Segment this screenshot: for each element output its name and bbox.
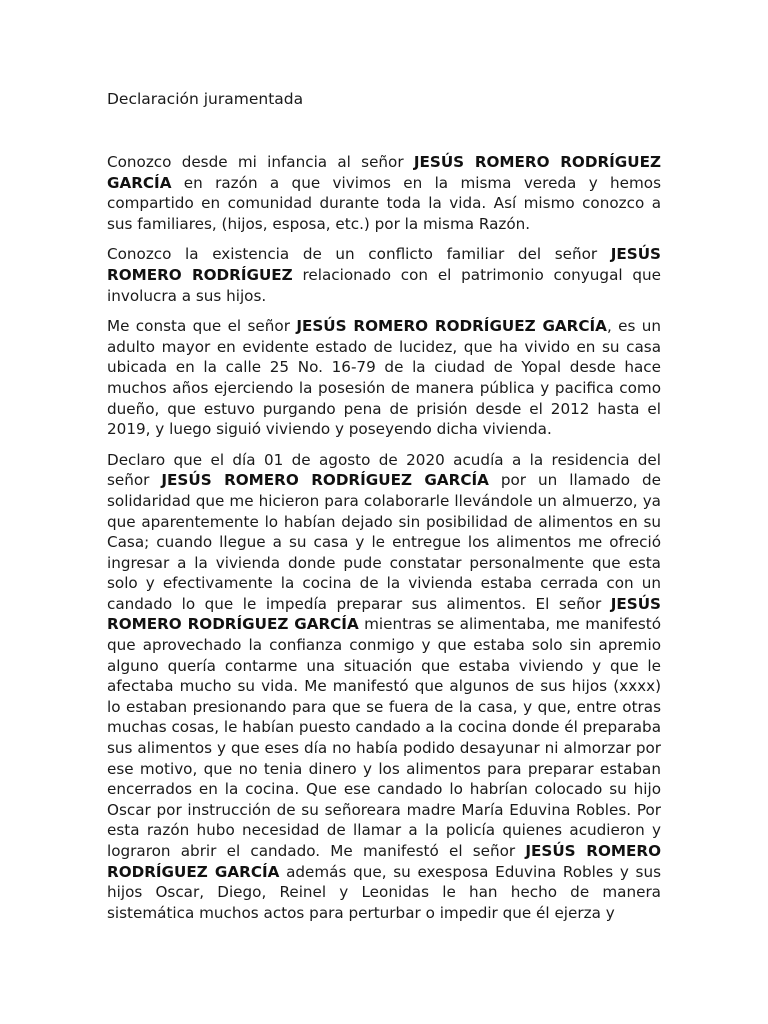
person-name: JESÚS ROMERO RODRÍGUEZ: [107, 245, 661, 284]
paragraph-text: mientras se alimentaba, me manifestó que aprovechado la confianza conmigo y que estaba solo sin apremio alguno quería contarme una situación que estaba viviendo y que le afectaba mucho su vida. Me manifestó que algunos de sus hijos (xxxx) lo estaban presionando para que se fuera de la casa, y que, entre otras muchas cosas, le habían puesto candado a la cocina donde él preparaba sus alimentos y que eses día no había podido desayunar ni almorzar por ese motivo, que no tenia dinero y los alimentos para preparar estaban encerrados en la cocina. Que ese candado lo habrían colocado su hijo Oscar por instrucción de su señoreara madre María Eduvina Robles. Por esta razón hubo necesidad de llamar a la policía quienes acudieron y lograron abrir el candado. Me manifestó el señor: [107, 615, 662, 860]
paragraph-text: además que, su exesposa Eduvina Robles y sus hijos Oscar, Diego, Reinel y Leonidas le han hecho de manera sistemática muchos actos para perturbar o impedir que él ejerza y: [107, 862, 661, 922]
person-name: JESÚS ROMERO RODRÍGUEZ GARCÍA: [107, 842, 661, 881]
paragraph-1: [107, 152, 661, 234]
paragraph-text: Conozco desde mi infancia al señor: [107, 153, 414, 171]
paragraph-2: [107, 244, 661, 306]
person-name: JESÚS ROMERO RODRÍGUEZ GARCÍA: [107, 594, 661, 634]
paragraph-text: Me consta que el señor: [107, 317, 297, 336]
paragraph-4: [107, 450, 661, 924]
person-name: JESÚS ROMERO RODRÍGUEZ GARCÍA: [296, 317, 607, 336]
paragraph-text: , es un adulto mayor en evidente estado de lucidez, que ha vivido en su casa ubicada en la calle 25 No. 16-79 de la ciudad de Yopal desde hace muchos años ejerciendo la posesión de manera pública y pacifica como dueño, que estuvo purgando pena de prisión desde el 2012 hasta el 2019, y luego siguió viviendo y poseyendo dicha vivienda.: [107, 317, 662, 439]
paragraph-3: [107, 316, 661, 440]
document-body: [107, 152, 661, 933]
paragraph-text: por un llamado de solidaridad que me hicieron para colaborarle llevándole un almuerzo, ya que aparentemente lo habían dejado sin posibilidad de alimentos en su Casa; cuando llegue a su casa y le entregue los alimentos me ofreció ingresar a la vivienda donde pude constatar personalmente que esta solo y efectivamente la cocina de la vivienda estaba cerrada con un candado lo que le impedía preparar sus alimentos. El señor: [107, 471, 661, 613]
document-title: Declaración juramentada: [107, 90, 304, 108]
paragraph-text: Conozco la existencia de un conflicto familiar del señor: [107, 245, 611, 264]
paragraph-text: Declaro que el día 01 de agosto de 2020 acudía a la residencia del señor: [107, 450, 661, 490]
paragraph-text: relacionado con el patrimonio conyugal que involucra a sus hijos.: [107, 265, 661, 305]
person-name: JESÚS ROMERO RODRÍGUEZ GARCÍA: [107, 153, 661, 192]
person-name: JESÚS ROMERO RODRÍGUEZ GARCÍA: [161, 471, 489, 490]
paragraph-text: en razón a que vivimos en la misma vereda y hemos compartido en comunidad durante toda la vida. Así mismo conozco a sus familiares, (hijos, esposa, etc.) por la misma Razón.: [107, 173, 661, 233]
